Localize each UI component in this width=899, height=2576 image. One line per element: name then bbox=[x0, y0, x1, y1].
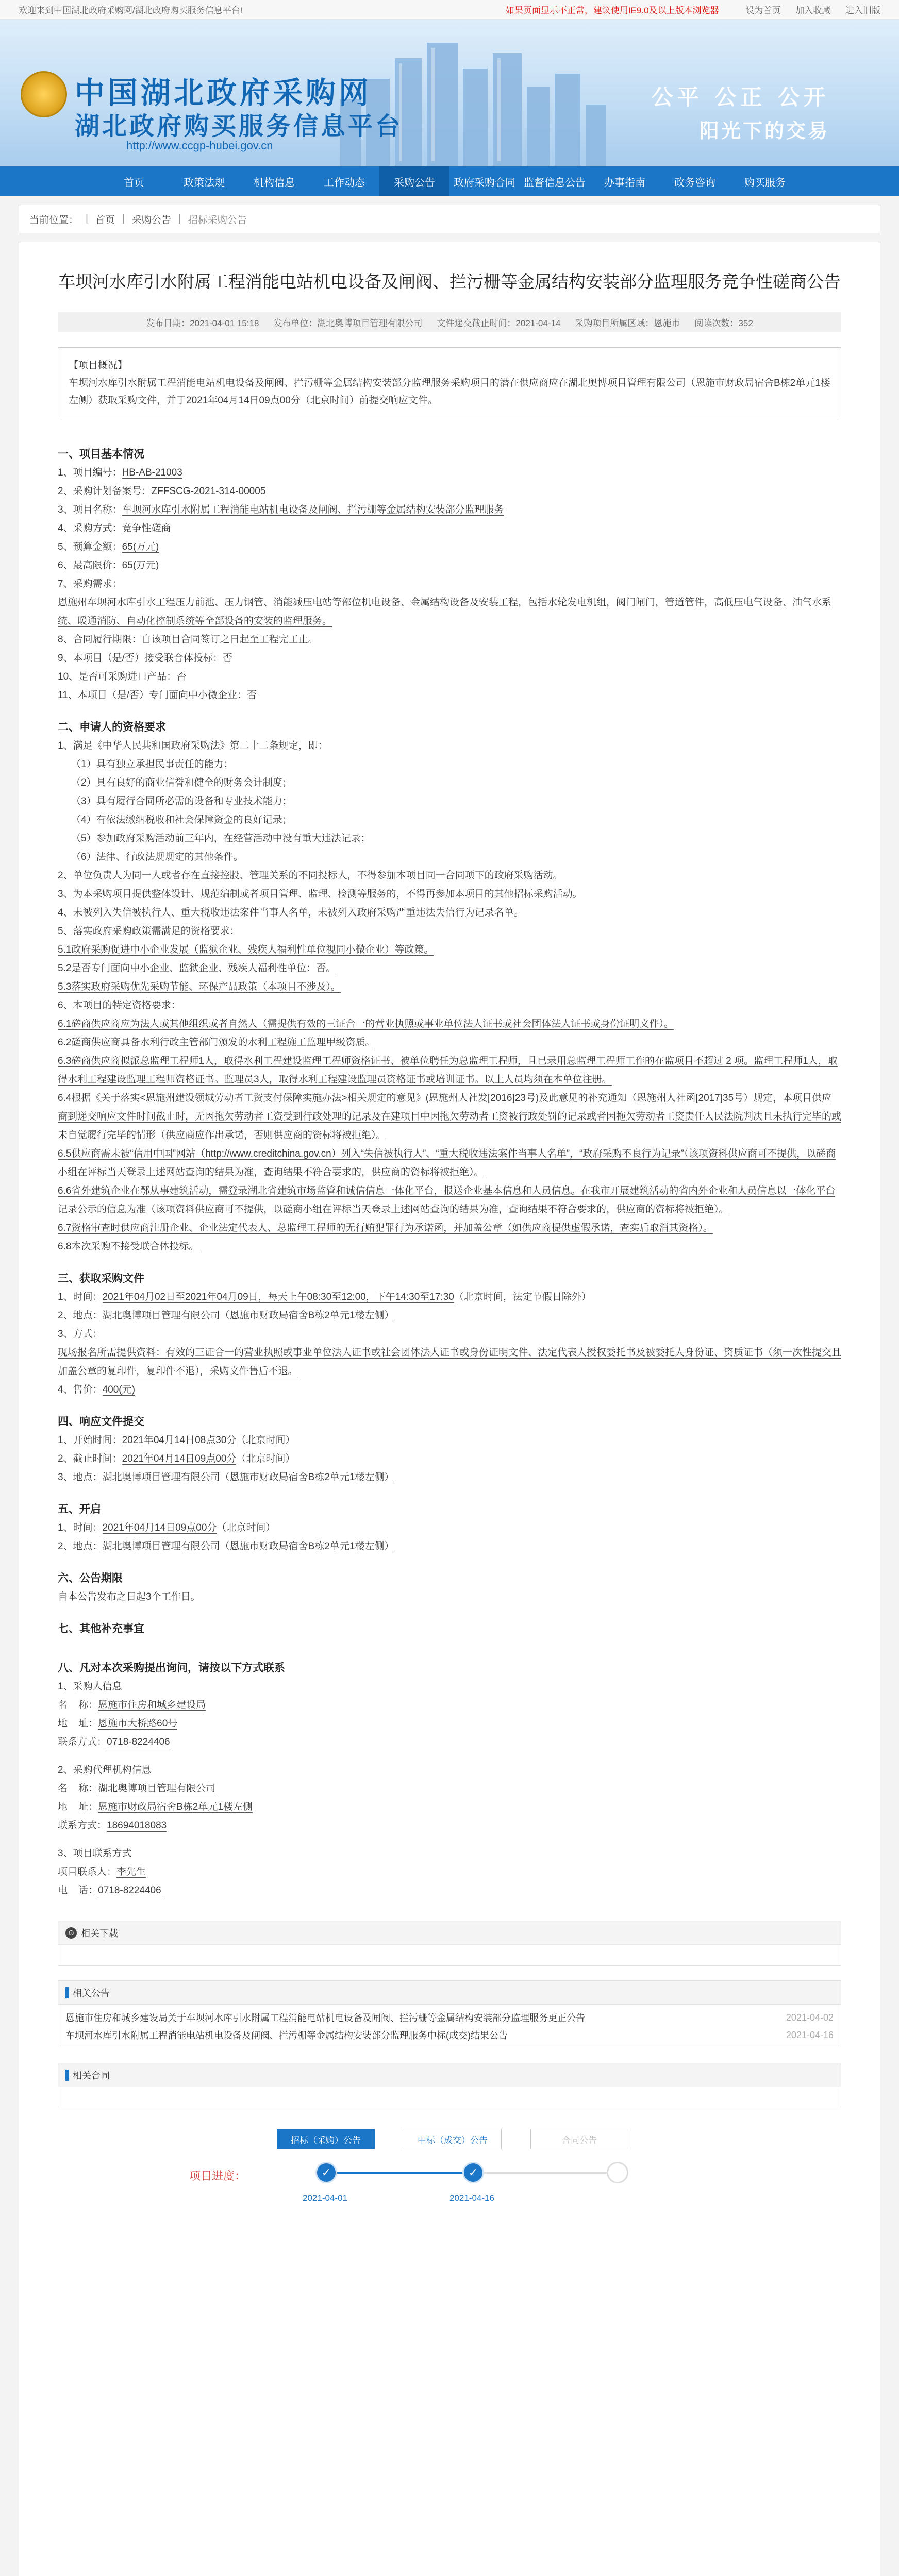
section-heading-other: 七、其他补充事宜 bbox=[58, 1623, 144, 1635]
qualification-line: 2、单位负责人为同一人或者存在直接控股、管理关系的不同投标人，不得参加本项目同一合同项下的政府采购活动。 bbox=[58, 870, 563, 881]
related-title: 相关公告 bbox=[73, 1988, 110, 1998]
meta-views: 阅读次数：352 bbox=[694, 318, 753, 328]
nav-item-services[interactable]: 购买服务 bbox=[744, 177, 786, 189]
national-emblem-icon bbox=[21, 71, 67, 117]
contact-phone: 电 话：0718-8224406 bbox=[58, 1885, 161, 1896]
contact-person: 项目联系人：李先生 bbox=[58, 1867, 146, 1877]
progress-date: 2021-04-16 bbox=[450, 2193, 494, 2203]
qualification-line: 6.7资格审查时供应商注册企业、企业法定代表人、总监理工程师的无行贿犯罪行为承诺函，并加盖公章（如供应商提供虚假承诺，查实后取消其资格）。 bbox=[58, 1223, 713, 1233]
submission-line: 3、地点：湖北奥博项目管理有限公司（恩施市财政局宿舍B栋2单元1楼左侧） bbox=[58, 1472, 394, 1483]
buyer-title: 1、采购人信息 bbox=[58, 1681, 122, 1692]
project-summary-box bbox=[58, 347, 841, 419]
agent-phone: 联系方式：18694018083 bbox=[58, 1820, 167, 1831]
obtain-way-label: 3、方式： bbox=[58, 1329, 103, 1340]
project-progress bbox=[58, 2129, 841, 2227]
download-icon: ⊙ bbox=[65, 1927, 77, 1939]
basic-info-line: 1、项目编号：HB-AB-21003 bbox=[58, 467, 182, 478]
qualification-line: 5.1政府采购促进中小企业发展（监狱企业、残疾人福利性单位视同小微企业）等政策。 bbox=[58, 944, 434, 955]
qualification-line: 6.2磋商供应商具备水利行政主管部门颁发的水利工程施工监理甲级资质。 bbox=[58, 1037, 375, 1048]
qualification-line: （2）具有良好的商业信誉和健全的财务会计制度； bbox=[71, 777, 292, 788]
basic-info-line: 5、预算金额：65(万元) bbox=[58, 541, 159, 552]
obtain-price: 4、售价：400(元) bbox=[58, 1384, 135, 1395]
progress-date: 2021-04-01 bbox=[303, 2193, 347, 2203]
qualification-line: 6.6省外建筑企业在鄂从事建筑活动，需登录湖北省建筑市场监管和诚信信息一体化平台，报送企业基本信息和人员信息。在我市开展建筑活动的省内外企业和人员信息以一体化平台记录公示的信息为准（该项资料供应商可不提供，以磋商小组在评标当天登录上述网站查询的结果为准，查询结果不符合要求的，供应商的资标将被拒绝）。 bbox=[58, 1185, 836, 1215]
qualification-line: 4、未被列入失信被执行人、重大税收违法案件当事人名单，未被列入政府采购严重违法失信行为记录名单。 bbox=[58, 907, 524, 918]
meta-publish-date: 发布日期：2021-04-01 15:18 bbox=[146, 318, 259, 328]
breadcrumb-current: 招标采购公告 bbox=[188, 214, 247, 226]
qualification-line: 5、落实政府采购政策需满足的资格要求： bbox=[58, 926, 240, 937]
main-nav bbox=[0, 166, 899, 196]
pending-step-icon bbox=[607, 2162, 628, 2183]
basic-info-line: 10、是否可采购进口产品：否 bbox=[58, 671, 187, 682]
submission-line: 1、开始时间：2021年04月14日08点30分（北京时间） bbox=[58, 1435, 295, 1446]
site-title-primary: 中国湖北政府采购网 bbox=[75, 75, 372, 110]
section-heading-submission: 四、响应文件提交 bbox=[58, 1416, 144, 1428]
welcome-text: 欢迎来到中国湖北政府采购网/湖北政府购买服务信息平台! bbox=[19, 6, 243, 15]
slogan-sunshine: 阳光下的交易 bbox=[699, 119, 829, 142]
nav-item-guide[interactable]: 办事指南 bbox=[604, 177, 645, 189]
article-content bbox=[58, 445, 841, 1900]
meta-region: 采购项目所属区域：恩施市 bbox=[575, 318, 680, 328]
top-links bbox=[506, 3, 880, 16]
agent-name: 名 称：湖北奥博项目管理有限公司 bbox=[58, 1783, 216, 1794]
agent-title: 2、采购代理机构信息 bbox=[58, 1765, 152, 1775]
qualification-line: 6.1磋商供应商应为法人或其他组织或者自然人（需提供有效的三证合一的营业执照或事业单位法人证书或社会团体法人证书或身份证明文件）。 bbox=[58, 1019, 674, 1029]
article-meta bbox=[58, 312, 841, 332]
obtain-line: 1、时间：2021年04月02日至2021年04月09日，每天上午08:30至12:00，下午14:30至17:30（北京时间，法定节假日除外） bbox=[58, 1292, 591, 1302]
set-homepage-link[interactable]: 设为首页 bbox=[745, 6, 781, 15]
check-icon: ✓ bbox=[462, 2162, 484, 2183]
progress-label: 项目进度： bbox=[189, 2170, 246, 2182]
basic-info-line: 11、本项目（是/否）专门面向中小微企业：否 bbox=[58, 690, 257, 701]
nav-item-supervision[interactable]: 监督信息公告 bbox=[524, 177, 586, 189]
qualification-line: 1、满足《中华人民共和国政府采购法》第二十二条规定，即： bbox=[58, 740, 328, 751]
city-skyline-illustration bbox=[330, 38, 619, 166]
buyer-phone: 联系方式：0718-8224406 bbox=[58, 1737, 170, 1748]
submission-line: 2、截止时间：2021年04月14日09点00分（北京时间） bbox=[58, 1453, 295, 1464]
breadcrumb-announcements[interactable]: 采购公告 bbox=[131, 214, 171, 226]
nav-item-contracts[interactable]: 政府采购合同 bbox=[454, 177, 515, 189]
basic-info-line: 8、合同履行期限：自该项目合同签订之日起至工程完工止。 bbox=[58, 634, 318, 645]
qualification-line: 6.4根据《关于落实<恩施州建设领域劳动者工资支付保障实施办法>相关规定的意见》(恩施州人社发[2016]23号)及此意见的补充通知（恩施州人社函[2017]35号）规定，本项目供应商到递交响应文件时间截止时，无因拖欠劳动者工资受到行政处理的记录及在建项目中因拖欠劳动者工资被行政处罚的记录或者因拖欠劳动者工资责任人民法院判决且未执行完毕的或未自觉履行完毕的情形（供应商应作出承诺，否则供应商的资标将被拒绝）。 bbox=[58, 1093, 842, 1141]
qualification-line: 5.3落实政府采购优先采购节能、环保产品政策（本项目不涉及）。 bbox=[58, 981, 341, 992]
meta-deadline: 文件递交截止时间：2021-04-14 bbox=[437, 318, 561, 328]
nav-item-home[interactable]: 首页 bbox=[124, 177, 144, 189]
attachments-title: 相关下载 bbox=[81, 1928, 118, 1939]
requirement-label: 7、采购需求： bbox=[58, 579, 122, 589]
qualification-line: （5）参加政府采购活动前三年内，在经营活动中没有重大违法记录； bbox=[71, 833, 371, 844]
section-heading-contact: 八、凡对本次采购提出询问，请按以下方式联系 bbox=[58, 1662, 285, 1674]
basic-info-line: 6、最高限价：65(万元) bbox=[58, 560, 159, 571]
opening-line: 1、时间：2021年04月14日09点00分（北京时间） bbox=[58, 1522, 276, 1533]
obtain-way-body: 现场报名所需提供资料：有效的三证合一的营业执照或事业单位法人证书或社会团体法人证书或身份证明文件、法定代表人授权委托书及被委托人身份证、资质证书（须一次性提交且加盖公章的复印件，复印件不退），采购文件售后不退。 bbox=[58, 1347, 842, 1377]
qualification-line: 6、本项目的特定资格要求： bbox=[58, 1000, 181, 1011]
qualification-line: 6.5供应商需未被“信用中国”网站（http://www.creditchina.gov.cn）列入“失信被执行人”、“重大税收违法案件当事人名单”，“政府采购不良行为记录”（该项资料供应商可不提供，以磋商小组在评标当天登录上述网站查询的结果为准，查询结果不符合要求的，供应商的资标将被拒绝）。 bbox=[58, 1148, 836, 1178]
contracts-title: 相关合同 bbox=[73, 2070, 110, 2081]
site-banner bbox=[0, 20, 899, 166]
qualification-line: 3、为本采购项目提供整体设计、规范编制或者项目管理、监理、检测等服务的，不得再参加本项目的其他招标采购活动。 bbox=[58, 889, 582, 900]
list-icon bbox=[65, 2070, 69, 2081]
basic-info-line: 4、采购方式：竞争性磋商 bbox=[58, 523, 171, 534]
qualification-line: （4）有依法缴纳税收和社会保障资金的良好记录； bbox=[71, 815, 292, 825]
buyer-name: 名 称：恩施市住房和城乡建设局 bbox=[58, 1700, 206, 1710]
obtain-line: 2、地点：湖北奥博项目管理有限公司（恩施市财政局宿舍B栋2单元1楼左侧） bbox=[58, 1310, 394, 1321]
qualification-line: 6.3磋商供应商拟派总监理工程师1人，取得水利工程建设监理工程师资格证书、被单位聘任为总监理工程师，且已录用总监理工程师工作的在监项目不超过 2 项。监理工程师1人，取得水利工程建设监理工程师资格证书。监理员3人，取得水利工程建设监理员资格证书或培训证书。以上人员均须在本单位注册。 bbox=[58, 1056, 838, 1085]
tab-tender-announcement[interactable]: 招标（采购）公告 bbox=[277, 2129, 375, 2149]
section-heading-qualifications: 二、申请人的资格要求 bbox=[58, 721, 166, 733]
period-body: 自本公告发布之日起3个工作日。 bbox=[58, 1591, 201, 1602]
site-url: http://www.ccgp-hubei.gov.cn bbox=[126, 139, 273, 152]
add-favorite-link[interactable]: 加入收藏 bbox=[795, 6, 831, 15]
buyer-address: 地 址：恩施市大桥路60号 bbox=[58, 1718, 178, 1729]
related-announcements-panel bbox=[58, 1980, 841, 2048]
browser-warning: 如果页面显示不正常，建议使用IE9.0及以上版本浏览器 bbox=[505, 6, 719, 15]
nav-item-announcements[interactable]: 采购公告 bbox=[379, 166, 450, 196]
page-title: 车坝河水库引水附属工程消能电站机电设备及闸阀、拦污栅等金属结构安装部分监理服务竞争性磋商公告 bbox=[58, 272, 841, 291]
opening-line: 2、地点：湖北奥博项目管理有限公司（恩施市财政局宿舍B栋2单元1楼左侧） bbox=[58, 1541, 394, 1552]
tab-award-announcement[interactable]: 中标（成交）公告 bbox=[404, 2129, 502, 2149]
slogan-fairness: 公平 公正 公开 bbox=[651, 84, 829, 110]
breadcrumb: 当前位置： | 首页 | 采购公告 | 招标采购公告 bbox=[19, 205, 880, 233]
related-contracts-panel bbox=[58, 2063, 841, 2108]
contact-title: 3、项目联系方式 bbox=[58, 1848, 132, 1859]
breadcrumb-label: 当前位置： bbox=[29, 214, 79, 226]
section-heading-basic: 一、项目基本情况 bbox=[58, 448, 144, 460]
attachments-panel bbox=[58, 1921, 841, 1966]
related-item[interactable]: 车坝河水库引水附属工程消能电站机电设备及闸阀、拦污栅等金属结构安装部分监理服务中标(成交)结果公告 2021-04-16 bbox=[65, 2029, 834, 2041]
nav-item-consult[interactable]: 政务咨询 bbox=[674, 177, 715, 189]
related-item[interactable]: 恩施市住房和城乡建设局关于车坝河水库引水附属工程消能电站机电设备及闸阀、拦污栅等金属结构安装部分监理服务更正公告 2021-04-02 bbox=[65, 2012, 834, 2023]
section-heading-obtain-docs: 三、获取采购文件 bbox=[58, 1273, 144, 1284]
section-heading-period: 六、公告期限 bbox=[58, 1572, 123, 1584]
top-bar bbox=[0, 0, 899, 20]
qualification-line: （6）法律、行政法规规定的其他条件。 bbox=[71, 852, 243, 862]
requirement-body: 恩施州车坝河水库引水工程压力前池、压力钢管、消能减压电站等部位机电设备、金属结构设备及安装工程，包括水轮发电机组，阀门闸门，管道管件，高低压电气设备、油气水系统、暖通消防、自动化控制系统等全部设备的安装的监理服务。 bbox=[58, 597, 832, 626]
qualification-line: （3）具有履行合同所必需的设备和专业技术能力； bbox=[71, 796, 292, 807]
nav-item-news[interactable]: 工作动态 bbox=[324, 177, 365, 189]
article-container bbox=[19, 242, 880, 2576]
summary-body: 车坝河水库引水附属工程消能电站机电设备及闸阀、拦污栅等金属结构安装部分监理服务采购项目的潜在供应商应在湖北奥博项目管理有限公司（恩施市财政局宿舍B栋2单元1楼左侧）获取采购文件，并于2021年04月14日09点00分（北京时间）前提交响应文件。 bbox=[69, 378, 830, 406]
check-icon: ✓ bbox=[315, 2162, 337, 2183]
summary-title: 【项目概况】 bbox=[69, 360, 128, 371]
nav-item-policy[interactable]: 政策法规 bbox=[184, 177, 225, 189]
agent-address: 地 址：恩施市财政局宿舍B栋2单元1楼左侧 bbox=[58, 1802, 253, 1812]
tab-contract-announcement[interactable]: 合同公告 bbox=[530, 2129, 628, 2149]
qualification-line: 5.2是否专门面向中小企业、监狱企业、残疾人福利性单位：否。 bbox=[58, 963, 336, 974]
nav-item-agencies[interactable]: 机构信息 bbox=[254, 177, 295, 189]
section-heading-opening: 五、开启 bbox=[58, 1503, 101, 1515]
qualification-line: 6.8本次采购不接受联合体投标。 bbox=[58, 1241, 199, 1252]
qualification-line: （1）具有独立承担民事责任的能力； bbox=[71, 759, 234, 770]
basic-info-line: 2、采购计划备案号：ZFFSCG-2021-314-00005 bbox=[58, 486, 266, 497]
old-version-link[interactable]: 进入旧版 bbox=[845, 6, 880, 15]
breadcrumb-home[interactable]: 首页 bbox=[95, 214, 115, 226]
basic-info-line: 9、本项目（是/否）接受联合体投标：否 bbox=[58, 653, 232, 664]
site-title-secondary: 湖北政府购买服务信息平台 bbox=[75, 112, 403, 141]
list-icon bbox=[65, 1987, 69, 1998]
basic-info-line: 3、项目名称：车坝河水库引水附属工程消能电站机电设备及闸阀、拦污栅等金属结构安装部分监理服务 bbox=[58, 504, 504, 515]
meta-publisher: 发布单位：湖北奥博项目管理有限公司 bbox=[273, 318, 423, 328]
